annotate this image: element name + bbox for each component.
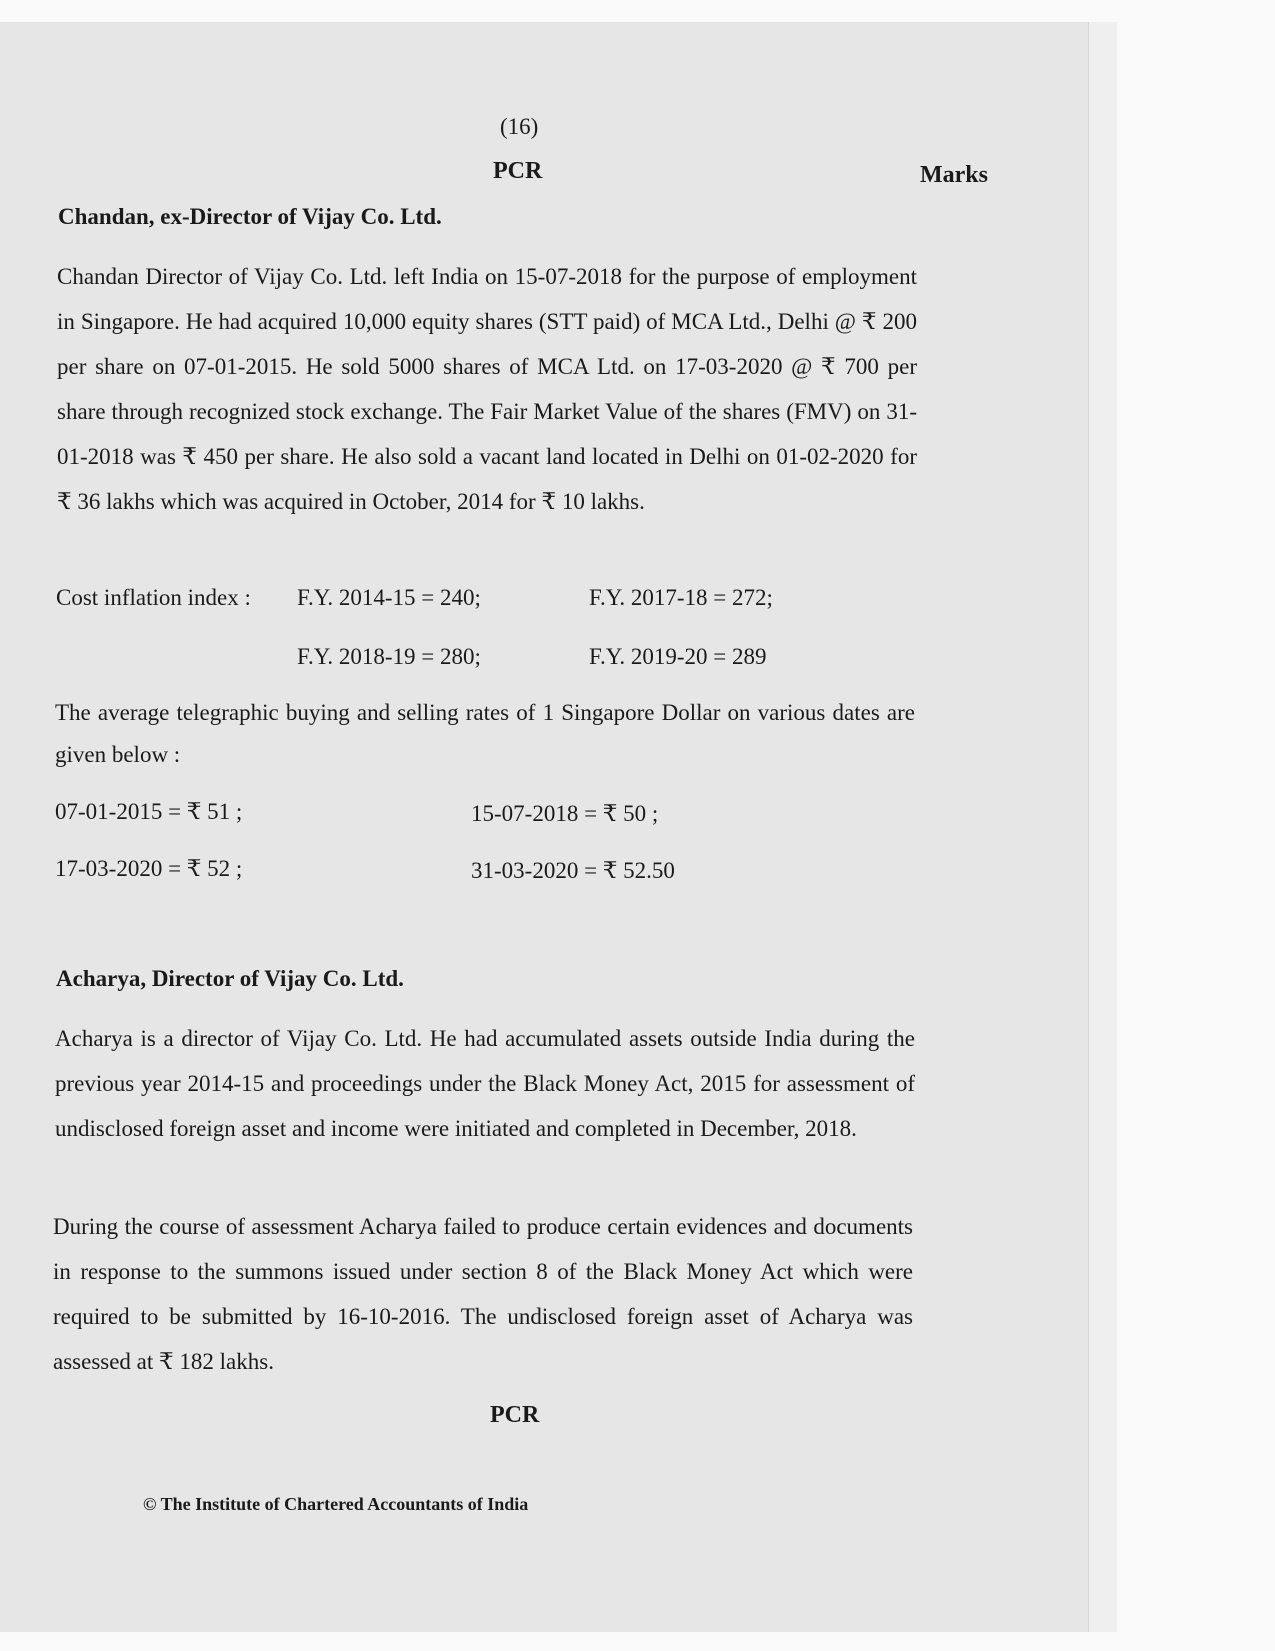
rate-31-03-2020: 31-03-2020 = ₹ 52.50 <box>471 858 675 883</box>
cii-fy-2017-18: F.Y. 2017-18 = 272; <box>589 585 773 610</box>
acharya-paragraph-2: During the course of assessment Acharya failed to produce certain evidences and documents in response to the summons issued under section 8 of the Black Money Act which were required to be submitted by 16-10-2016. The undisclosed foreign asset of Acharya was assessed at ₹ 182 lakhs. <box>53 1214 913 1374</box>
rates-intro: The average telegraphic buying and selling rates of 1 Singapore Dollar on various dates are given below : <box>55 700 915 767</box>
page-number: (16) <box>500 114 539 139</box>
cii-fy-2014-15: F.Y. 2014-15 = 240; <box>297 585 481 610</box>
marks-column-label: Marks <box>920 162 988 188</box>
chandan-paragraph: Chandan Director of Vijay Co. Ltd. left India on 15-07-2018 for the purpose of employment in Singapore. He had acquired 10,000 equity shares (STT paid) of MCA Ltd., Delhi @ ₹ 200 per share on 07-01-2015. He sold 5000 shares of MCA Ltd. on 17-03-2020 @ ₹ 700 per share through recognized stock exchange. The Fair Market Value of the shares (FMV) on 31-01-2018 was ₹ 450 per share. He also sold a vacant land located in Delhi on 01-02-2020 for ₹ 36 lakhs which was acquired in October, 2014 for ₹ 10 lakhs. <box>57 264 917 514</box>
rate-17-03-2020: 17-03-2020 = ₹ 52 ; <box>55 856 243 881</box>
copyright-footer: © The Institute of Chartered Accountants of India <box>143 1494 529 1514</box>
header-pcr-label: PCR <box>493 158 543 184</box>
acharya-heading: Acharya, Director of Vijay Co. Ltd. <box>56 966 404 991</box>
rate-07-01-2015: 07-01-2015 = ₹ 51 ; <box>55 799 243 824</box>
cii-fy-2018-19: F.Y. 2018-19 = 280; <box>297 644 481 669</box>
rate-15-07-2018: 15-07-2018 = ₹ 50 ; <box>471 801 659 826</box>
acharya-paragraph-1: Acharya is a director of Vijay Co. Ltd. He had accumulated assets outside India during the previous year 2014-15 and proceedings under the Black Money Act, 2015 for assessment of undisclosed foreign asset and income were initiated and completed in December, 2018. <box>55 1026 915 1141</box>
chandan-heading: Chandan, ex-Director of Vijay Co. Ltd. <box>58 204 442 229</box>
paper-edge <box>1088 22 1117 1632</box>
footer-pcr-label: PCR <box>490 1402 540 1428</box>
cii-fy-2019-20: F.Y. 2019-20 = 289 <box>589 644 767 669</box>
cii-label: Cost inflation index : <box>56 585 251 610</box>
